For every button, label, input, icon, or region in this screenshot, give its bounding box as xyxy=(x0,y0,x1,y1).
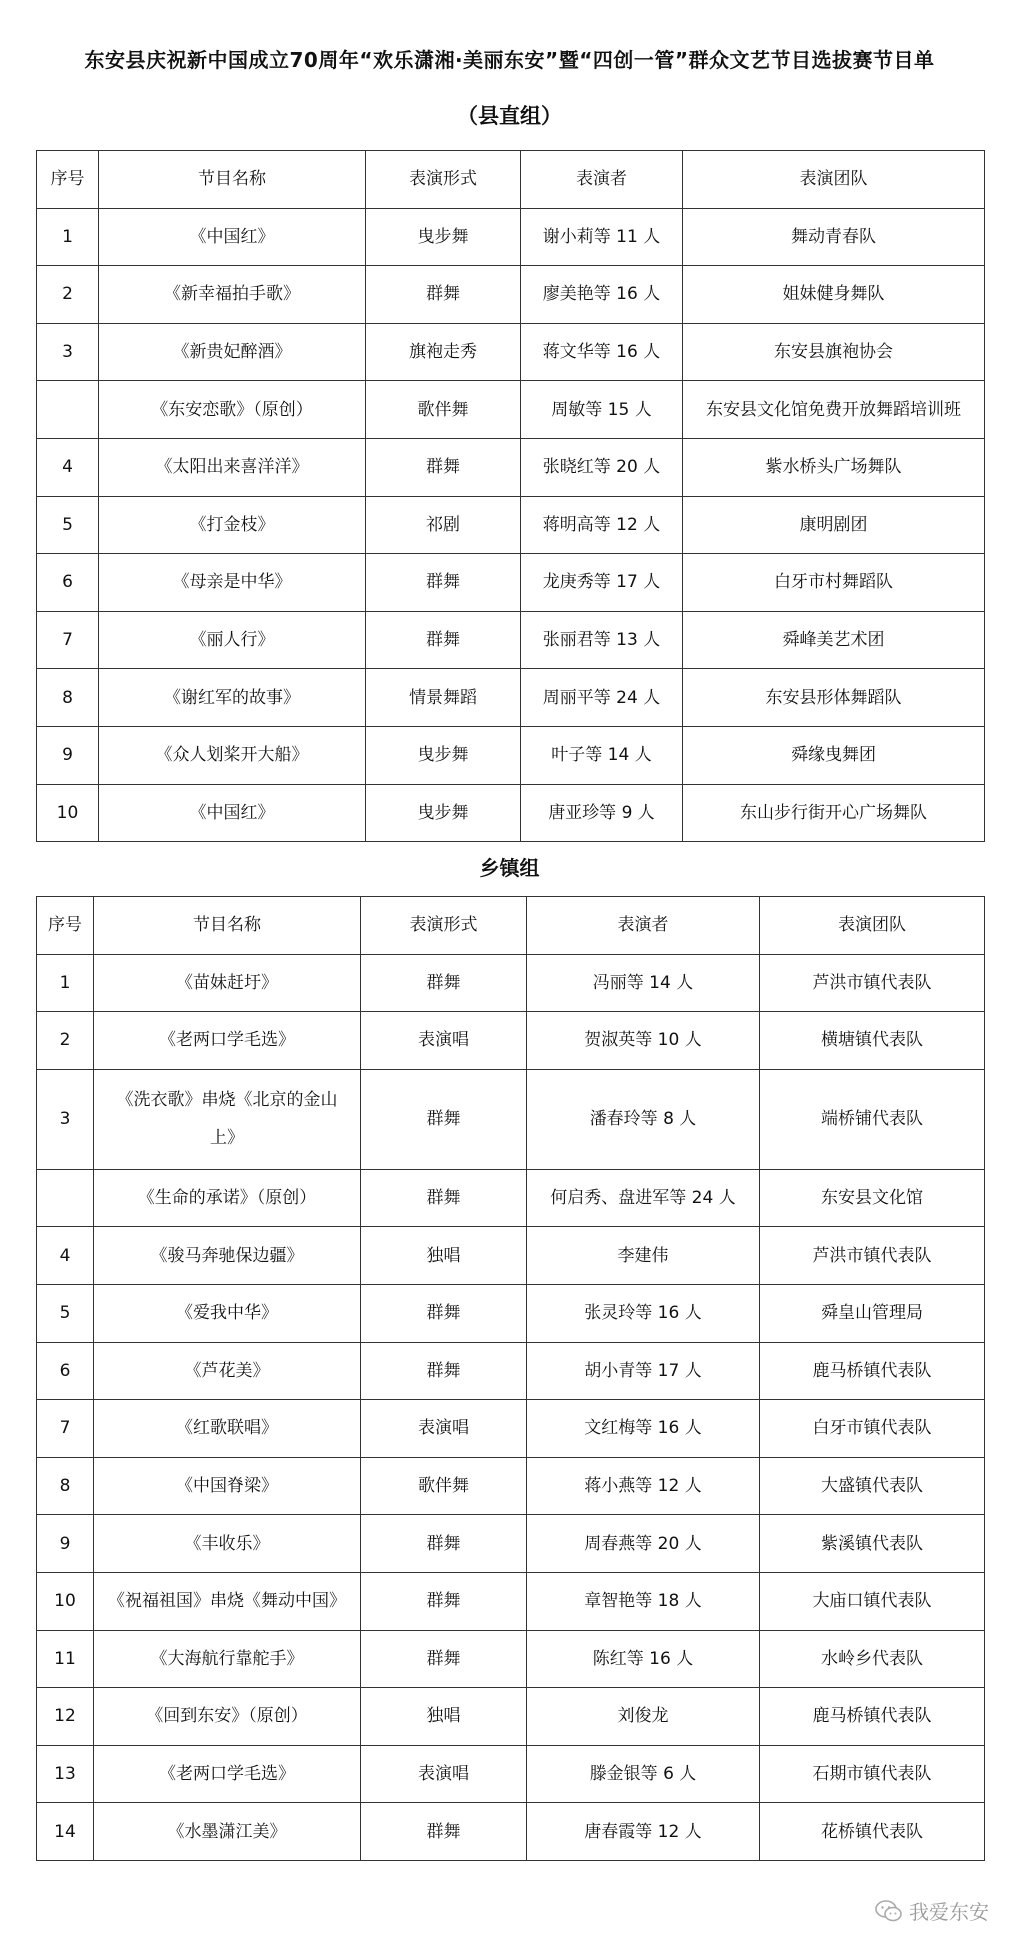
table-cell: 《东安恋歌》（原创） xyxy=(99,381,366,439)
table-row xyxy=(37,726,985,784)
watermark xyxy=(875,1896,989,1925)
table-cell: 5 xyxy=(37,496,99,554)
column-header: 表演团队 xyxy=(760,897,985,955)
table-cell: 大庙口镇代表队 xyxy=(760,1572,985,1630)
table-cell: 东安县旗袍协会 xyxy=(683,323,985,381)
table-cell: 曳步舞 xyxy=(366,726,521,784)
table-row xyxy=(37,323,985,381)
table-cell: 《苗妹赶圩》 xyxy=(94,954,361,1012)
table-row xyxy=(37,554,985,612)
table-row xyxy=(37,611,985,669)
table-cell: 歌伴舞 xyxy=(361,1457,527,1515)
table-cell: 周丽平等 24 人 xyxy=(521,669,683,727)
table-cell: 群舞 xyxy=(366,611,521,669)
table-cell: 花桥镇代表队 xyxy=(760,1803,985,1861)
table-header-row xyxy=(37,897,985,955)
table-cell: 3 xyxy=(37,1069,94,1169)
table-cell: 《中国红》 xyxy=(99,784,366,842)
table-cell: 龙庚秀等 17 人 xyxy=(521,554,683,612)
table-cell: 9 xyxy=(37,1515,94,1573)
column-header: 表演者 xyxy=(521,151,683,209)
table-cell: 《丽人行》 xyxy=(99,611,366,669)
table-cell: 舞动青春队 xyxy=(683,208,985,266)
table-cell: 刘俊龙 xyxy=(527,1688,760,1746)
table-cell: 周春燕等 20 人 xyxy=(527,1515,760,1573)
table-cell: 贺淑英等 10 人 xyxy=(527,1012,760,1070)
table-cell: 12 xyxy=(37,1688,94,1746)
group2-title: 乡镇组 xyxy=(479,856,540,880)
group2-table xyxy=(36,896,985,1861)
column-header: 节目名称 xyxy=(94,897,361,955)
table-header-row xyxy=(37,151,985,209)
table-cell: 《众人划桨开大船》 xyxy=(99,726,366,784)
table-cell: 《大海航行靠舵手》 xyxy=(94,1630,361,1688)
table-cell: 姐妹健身舞队 xyxy=(683,266,985,324)
table-cell: 13 xyxy=(37,1745,94,1803)
table-cell: 10 xyxy=(37,1572,94,1630)
table-row xyxy=(37,1069,985,1169)
wechat-icon xyxy=(875,1899,903,1923)
table-row xyxy=(37,1169,985,1227)
table-cell: 紫溪镇代表队 xyxy=(760,1515,985,1573)
table-cell: 《洗衣歌》串烧《北京的金山上》 xyxy=(94,1069,361,1169)
column-header: 序号 xyxy=(37,151,99,209)
table-cell: 群舞 xyxy=(366,438,521,496)
table-cell: 章智艳等 18 人 xyxy=(527,1572,760,1630)
table-cell: 《红歌联唱》 xyxy=(94,1400,361,1458)
table-cell: 7 xyxy=(37,1400,94,1458)
table-row xyxy=(37,669,985,727)
table-cell: 曳步舞 xyxy=(366,784,521,842)
group1-table xyxy=(36,150,985,842)
table-row xyxy=(37,1745,985,1803)
table-cell: 唐春霞等 12 人 xyxy=(527,1803,760,1861)
table-cell: 胡小青等 17 人 xyxy=(527,1342,760,1400)
table-cell: 张灵玲等 16 人 xyxy=(527,1284,760,1342)
column-header: 表演团队 xyxy=(683,151,985,209)
table-cell: 1 xyxy=(37,954,94,1012)
table-cell: 1 xyxy=(37,208,99,266)
table-cell: 表演唱 xyxy=(361,1400,527,1458)
table-cell: 群舞 xyxy=(366,266,521,324)
table-cell: 东安县文化馆 xyxy=(760,1169,985,1227)
table-row xyxy=(37,266,985,324)
table-cell: 文红梅等 16 人 xyxy=(527,1400,760,1458)
table-cell: 5 xyxy=(37,1284,94,1342)
table-cell: 《回到东安》（原创） xyxy=(94,1688,361,1746)
table-cell: 4 xyxy=(37,438,99,496)
table-cell: 潘春玲等 8 人 xyxy=(527,1069,760,1169)
table-cell: 横塘镇代表队 xyxy=(760,1012,985,1070)
table-cell: 周敏等 15 人 xyxy=(521,381,683,439)
table-cell: 独唱 xyxy=(361,1227,527,1285)
table-row xyxy=(37,1630,985,1688)
table-cell: 曳步舞 xyxy=(366,208,521,266)
table-cell: 独唱 xyxy=(361,1688,527,1746)
table-cell: 8 xyxy=(37,1457,94,1515)
table-cell: 《太阳出来喜洋洋》 xyxy=(99,438,366,496)
table-cell: 《中国红》 xyxy=(99,208,366,266)
table-cell: 《骏马奔驰保边疆》 xyxy=(94,1227,361,1285)
table-cell: 蒋小燕等 12 人 xyxy=(527,1457,760,1515)
table-cell: 水岭乡代表队 xyxy=(760,1630,985,1688)
table-cell: 白牙市村舞蹈队 xyxy=(683,554,985,612)
table-cell: 群舞 xyxy=(361,1342,527,1400)
table-cell: 张丽君等 13 人 xyxy=(521,611,683,669)
table-cell: 群舞 xyxy=(361,954,527,1012)
table-cell: 蒋明高等 12 人 xyxy=(521,496,683,554)
group1-title: （县直组） xyxy=(457,104,562,128)
table-cell: 表演唱 xyxy=(361,1012,527,1070)
table-cell: 10 xyxy=(37,784,99,842)
table-cell: 2 xyxy=(37,1012,94,1070)
table-cell: 《生命的承诺》（原创） xyxy=(94,1169,361,1227)
table-cell: 叶子等 14 人 xyxy=(521,726,683,784)
table-cell: 石期市镇代表队 xyxy=(760,1745,985,1803)
watermark-text: 我爱东安 xyxy=(909,1900,989,1924)
table-cell: 《老两口学毛选》 xyxy=(94,1012,361,1070)
table-cell: 《芦花美》 xyxy=(94,1342,361,1400)
table-cell: 14 xyxy=(37,1803,94,1861)
table-cell: 6 xyxy=(37,554,99,612)
table-row xyxy=(37,1400,985,1458)
table-row xyxy=(37,1012,985,1070)
table-cell: 白牙市镇代表队 xyxy=(760,1400,985,1458)
table-row xyxy=(37,438,985,496)
table-cell: 群舞 xyxy=(361,1803,527,1861)
table-cell: 群舞 xyxy=(361,1515,527,1573)
table-cell: 舜峰美艺术团 xyxy=(683,611,985,669)
table-cell: 李建伟 xyxy=(527,1227,760,1285)
table-cell: 东安县形体舞蹈队 xyxy=(683,669,985,727)
table-cell: 康明剧团 xyxy=(683,496,985,554)
table-cell: 张晓红等 20 人 xyxy=(521,438,683,496)
table-cell: 《祝福祖国》串烧《舞动中国》 xyxy=(94,1572,361,1630)
table-cell: 群舞 xyxy=(366,554,521,612)
table-cell: 舜皇山管理局 xyxy=(760,1284,985,1342)
table-cell: 《新幸福拍手歌》 xyxy=(99,266,366,324)
table-row xyxy=(37,1515,985,1573)
table-cell: 大盛镇代表队 xyxy=(760,1457,985,1515)
table-row xyxy=(37,1572,985,1630)
table-row xyxy=(37,1803,985,1861)
table-cell: 鹿马桥镇代表队 xyxy=(760,1342,985,1400)
table-cell: 7 xyxy=(37,611,99,669)
table-row xyxy=(37,381,985,439)
table-cell: 4 xyxy=(37,1227,94,1285)
table-cell: 旗袍走秀 xyxy=(366,323,521,381)
table-cell: 冯丽等 14 人 xyxy=(527,954,760,1012)
table-cell: 东安县文化馆免费开放舞蹈培训班 xyxy=(683,381,985,439)
column-header: 序号 xyxy=(37,897,94,955)
table-cell: 群舞 xyxy=(361,1284,527,1342)
table-cell: 《新贵妃醉酒》 xyxy=(99,323,366,381)
table-cell: 《水墨潇江美》 xyxy=(94,1803,361,1861)
column-header: 表演形式 xyxy=(361,897,527,955)
table-cell: 群舞 xyxy=(361,1069,527,1169)
table-row xyxy=(37,784,985,842)
table-cell: 《打金枝》 xyxy=(99,496,366,554)
table-cell: 3 xyxy=(37,323,99,381)
table-cell: 何启秀、盘进军等 24 人 xyxy=(527,1169,760,1227)
table-cell: 《谢红军的故事》 xyxy=(99,669,366,727)
table-cell: 情景舞蹈 xyxy=(366,669,521,727)
table-row xyxy=(37,496,985,554)
page-title: 东安县庆祝新中国成立70周年“欢乐潇湘·美丽东安”暨“四创一管”群众文艺节目选拔赛节目单 xyxy=(84,48,935,72)
table-row xyxy=(37,1688,985,1746)
table-cell: 《母亲是中华》 xyxy=(99,554,366,612)
column-header: 节目名称 xyxy=(99,151,366,209)
column-header: 表演形式 xyxy=(366,151,521,209)
table-row xyxy=(37,1342,985,1400)
table-row xyxy=(37,1457,985,1515)
table-cell: 廖美艳等 16 人 xyxy=(521,266,683,324)
table-cell: 鹿马桥镇代表队 xyxy=(760,1688,985,1746)
table-cell: 6 xyxy=(37,1342,94,1400)
table-row xyxy=(37,1284,985,1342)
table-cell: 群舞 xyxy=(361,1630,527,1688)
table-cell: 紫水桥头广场舞队 xyxy=(683,438,985,496)
column-header: 表演者 xyxy=(527,897,760,955)
table-cell xyxy=(37,1169,94,1227)
table-row xyxy=(37,208,985,266)
table-cell: 《爱我中华》 xyxy=(94,1284,361,1342)
table-cell: 芦洪市镇代表队 xyxy=(760,1227,985,1285)
table-cell: 表演唱 xyxy=(361,1745,527,1803)
table-cell: 群舞 xyxy=(361,1572,527,1630)
table-cell: 《丰收乐》 xyxy=(94,1515,361,1573)
table-cell: 端桥铺代表队 xyxy=(760,1069,985,1169)
table-cell: 舜缘曳舞团 xyxy=(683,726,985,784)
table-cell: 歌伴舞 xyxy=(366,381,521,439)
table-cell: 《中国脊梁》 xyxy=(94,1457,361,1515)
table-cell: 祁剧 xyxy=(366,496,521,554)
table-cell: 唐亚珍等 9 人 xyxy=(521,784,683,842)
table-cell: 9 xyxy=(37,726,99,784)
table-cell xyxy=(37,381,99,439)
table-cell: 陈红等 16 人 xyxy=(527,1630,760,1688)
table-cell: 滕金银等 6 人 xyxy=(527,1745,760,1803)
table-cell: 东山步行街开心广场舞队 xyxy=(683,784,985,842)
table-cell: 2 xyxy=(37,266,99,324)
table-cell: 群舞 xyxy=(361,1169,527,1227)
table-cell: 8 xyxy=(37,669,99,727)
table-cell: 蒋文华等 16 人 xyxy=(521,323,683,381)
table-row xyxy=(37,954,985,1012)
table-cell: 《老两口学毛选》 xyxy=(94,1745,361,1803)
table-row xyxy=(37,1227,985,1285)
table-cell: 芦洪市镇代表队 xyxy=(760,954,985,1012)
table-cell: 11 xyxy=(37,1630,94,1688)
table-cell: 谢小莉等 11 人 xyxy=(521,208,683,266)
